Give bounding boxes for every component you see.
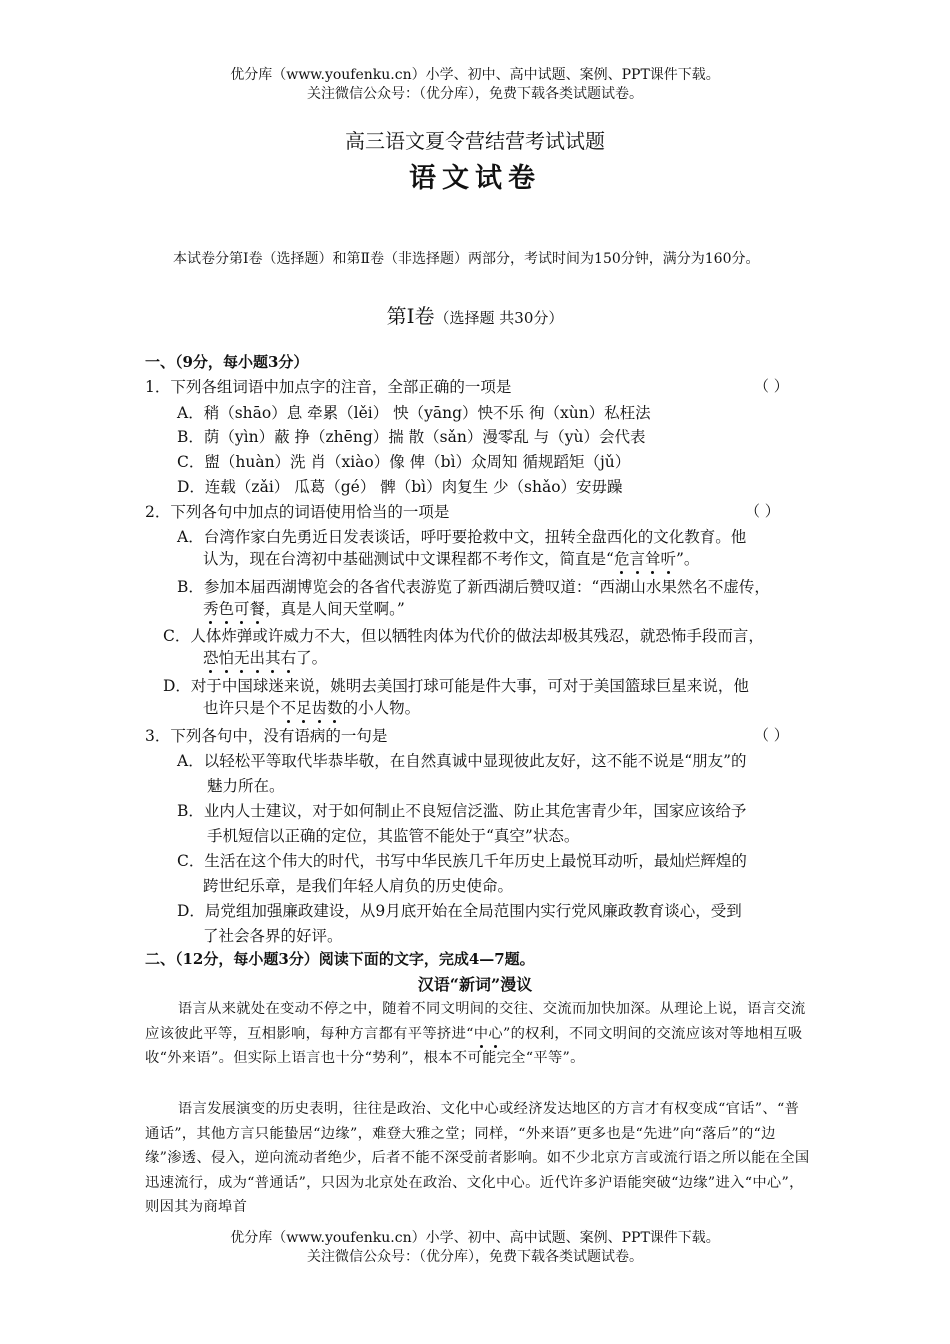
- q2-option-a-line2: [203, 547, 699, 569]
- dotted-char: 怕: [218, 649, 235, 667]
- q2-a-text-post: ”。: [676, 550, 700, 568]
- exam-title: 高三语文夏令营结营考试试题: [345, 129, 605, 153]
- q2-b-text-post: ，真是人间天堂啊。”: [265, 600, 405, 618]
- dotted-char: 右: [280, 649, 297, 667]
- dotted-char: 色: [218, 600, 235, 618]
- q1-option-c: C．盥（huàn）洗 肖（xiào）像 俾（bì）众周知 循规蹈矩（jǔ）: [177, 453, 631, 471]
- q2-d-text-pre: 也许只是个: [203, 699, 281, 717]
- dotted-char: 危: [613, 550, 630, 568]
- q2-option-c-line1: C．人体炸弹或许威力不大，但以牺牲肉体为代价的做法却极其残忍，就恐怖手段而言，: [163, 627, 764, 645]
- q2-option-c-line2: [203, 646, 327, 668]
- dotted-char: 秀: [203, 600, 219, 618]
- q3-option-a-line2: 魅力所在。: [207, 777, 285, 795]
- exam-intro: 本试卷分第Ⅰ卷（选择题）和第Ⅱ卷（非选择题）两部分，考试时间为150分钟，满分为160分。: [173, 251, 760, 267]
- dotted-char: 齿: [311, 699, 328, 717]
- header-line-1: 优分库（www.youfenku.cn）小学、初中、高中试题、案例、PPT课件下载。: [230, 67, 720, 83]
- dotted-char: 耸: [644, 550, 661, 568]
- article-title: 汉语“新词”漫议: [417, 975, 533, 994]
- q3-option-b-line1: B．业内人士建议，对于如何制止不良短信泛滥、防止其危害青少年，国家应该给予: [177, 802, 747, 820]
- paper-title: 语文试卷: [409, 163, 541, 194]
- q2-stem: 2．下列各句中加点的词语使用恰当的一项是: [145, 503, 450, 521]
- footer-line-1: 优分库（www.youfenku.cn）小学、初中、高中试题、案例、PPT课件下载。: [230, 1230, 720, 1246]
- q3-option-a-line1: A．以轻松平等取代毕恭毕敬，在自然真诚中显现彼此友好，这不能不说是“朋友”的: [177, 752, 747, 770]
- footer-line-2: 关注微信公众号：（优分库），免费下载各类试题试卷。: [307, 1249, 643, 1265]
- section2-heading: 二、（12分，每小题3分）阅读下面的文字，完成4—7题。: [145, 950, 535, 968]
- q2-option-a-line1: A．台湾作家白先勇近日发表谈话，呼吁要抢救中文，扭转全盘西化的文化教育。他: [177, 528, 747, 546]
- q2-option-b-line1: B．参加本届西湖博览会的各省代表游览了新西湖后赞叹道：“西湖山水果然名不虚传，: [177, 578, 770, 596]
- q1-option-b: B．荫（yìn）蔽 挣（zhēng）揣 散（sǎn）漫零乱 与（yù）会代表: [177, 428, 646, 446]
- q1-stem: 1．下列各组词语中加点字的注音，全部正确的一项是: [145, 378, 512, 396]
- dotted-char: 足: [296, 699, 312, 717]
- article-paragraph-1: [145, 997, 810, 1071]
- q2-option-b-line2: [203, 597, 405, 619]
- dotted-char: 数: [327, 699, 343, 717]
- dotted-char: 不: [280, 699, 297, 717]
- dotted-char: 听: [660, 550, 676, 568]
- section1-heading: 一、（9分，每小题3分）: [145, 353, 309, 371]
- q3-option-c-line1: C．生活在这个伟大的时代，书写中华民族几千年历史上最悦耳动听，最灿烂辉煌的: [177, 852, 747, 870]
- q2-a-text-pre: 认为，现在台湾初中基础测试中文课程都不考作文，简直是“: [203, 550, 614, 568]
- q2-answer-paren: （ ）: [745, 502, 780, 520]
- q1-option-a: A．稍（shāo）息 牵累（lěi） 怏（yāng）怏不乐 徇（xùn）私枉法: [177, 404, 651, 422]
- q2-option-d-line1: D．对于中国球迷来说，姚明去美国打球可能是件大事，可对于美国篮球巨星来说，他: [163, 677, 749, 695]
- article-paragraph-2: 语言发展演变的历史表明，往往是政治、文化中心或经济发达地区的方言才有权变成“官话”、“普通话”，其他方言只能蛰居“边缘”，难登大雅之堂；同样，“外来语”更多也是“先进”向“落后”的“边缘”渗透、侵入，逆向流动者绝少，后者不能不深受前者影响。如不少北京方言或流行语之所以能在全国迅速流行，成为“普通话”，只因为北京处在政治、文化中心。近代许多沪语能突破“边缘”进入“中心”，则因其为商埠首: [145, 1101, 810, 1215]
- q3-answer-paren: （ ）: [754, 726, 789, 744]
- p1-text-post: ”的权利，不同文明间的交流应该对等地相互吸收“外来语”。但实际上语言也十分“势利”，根本不可能完全“平等”。: [145, 1025, 803, 1066]
- dotted-char: 出: [249, 649, 266, 667]
- header-line-2: 关注微信公众号：（优分库），免费下载各类试题试卷。: [307, 86, 643, 102]
- part1-title: [0, 300, 950, 329]
- q1-option-d: D．连载（zǎi） 瓜葛（gé） 髀（bì）肉复生 少（shǎo）安毋躁: [177, 478, 623, 496]
- q3-option-d-line2: 了社会各界的好评。: [203, 927, 343, 945]
- q3-option-d-line1: D．局党组加强廉政建设，从9月底开始在全局范围内实行党风廉政教育谈心，受到: [177, 902, 742, 920]
- dotted-char: 餐: [249, 600, 266, 618]
- q1-answer-paren: （ ）: [754, 377, 789, 395]
- q2-d-text-post: 的小人物。: [342, 699, 421, 717]
- q2-option-d-line2: [203, 696, 420, 718]
- dotted-char: 无: [234, 649, 250, 667]
- dotted-char: 其: [265, 649, 281, 667]
- q3-option-b-line2: 手机短信以正确的定位，其监管不能处于“真空”状态。: [207, 827, 580, 845]
- p1-text-pre: 语言从来就处在变动不停之中，随着不同文明间的交往、交流而加快加深。从理论上说，语言交流应该彼此平等，互相影响，每种方言都有平等挤进“: [145, 1001, 806, 1042]
- dotted-char: 言: [629, 550, 645, 568]
- dotted-char: 中: [473, 1025, 489, 1042]
- q3-stem: 3．下列各句中，没有语病的一句是: [145, 727, 388, 745]
- dotted-char: 恐: [203, 649, 219, 667]
- q3-option-c-line2: 跨世纪乐章，是我们年轻人肩负的历史使命。: [203, 877, 514, 895]
- q2-c-text-post: 了。: [296, 649, 328, 667]
- dotted-char: 心: [488, 1025, 503, 1042]
- part1-subtitle: （选择题 共30分）: [434, 309, 564, 327]
- part1-title-main: 第Ⅰ卷: [386, 304, 435, 328]
- dotted-char: 可: [234, 600, 250, 618]
